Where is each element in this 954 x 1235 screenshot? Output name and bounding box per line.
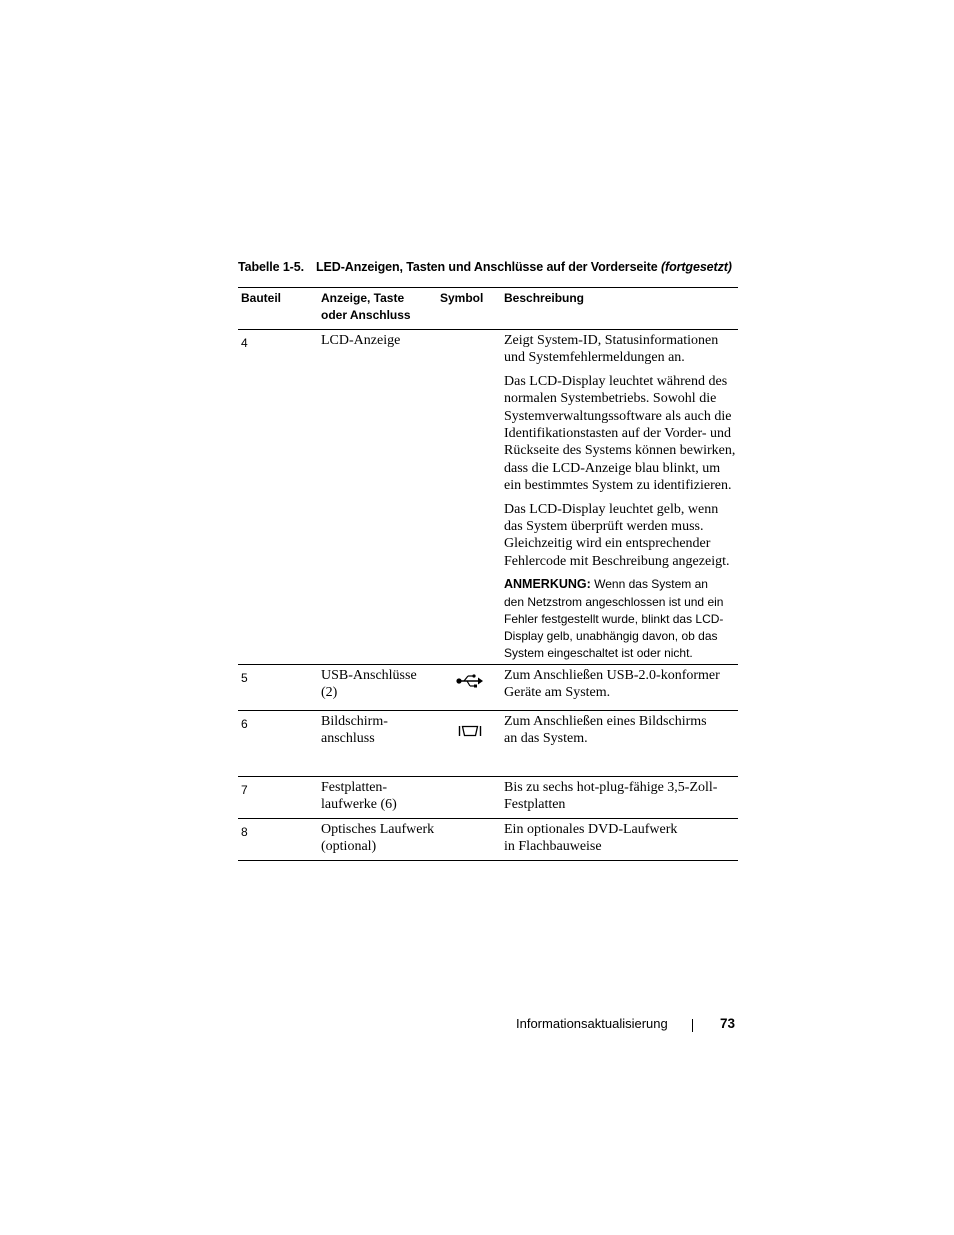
note-paragraph: ANMERKUNG: Wenn das System an den Netzstrom angeschlossen ist und ein Fehler festgestellt wurde, blinkt das LCD- Display gelb, unabhängig davon, ob das System eingeschaltet ist oder nicht. [504,577,724,661]
table-title: LED-Anzeigen, Tasten und Anschlüsse auf der Vorderseite [316,260,658,274]
row-component: LCD-Anzeige [321,333,401,348]
row-description [504,332,738,669]
row-number: 5 [241,671,248,685]
row-component: Optisches Laufwerk (optional) [321,822,435,855]
row-description: Zum Anschließen USB-2.0-konformer Geräte am System. [504,668,720,701]
row-number: 6 [241,717,248,731]
row-description: Bis zu sechs hot-plug-fähige 3,5-Zoll- Festplatten [504,780,718,813]
row-number: 7 [241,783,248,797]
table-row [238,710,738,776]
video-connector-icon [458,724,482,738]
table-row [238,776,738,818]
row-component: USB-Anschlüsse (2) [321,668,417,701]
row-description: Zum Anschließen eines Bildschirms an das System. [504,714,707,747]
row-component: Festplatten- laufwerke (6) [321,780,397,813]
header-description: Beschreibung [504,291,585,305]
header-indicator: Anzeige, Taste oder Anschluss [321,291,411,322]
table-row [238,818,738,860]
note-label: ANMERKUNG: [504,577,591,592]
usb-icon [456,673,484,689]
desc-paragraph: Das LCD-Display leuchtet gelb, wenn das System überprüft werden muss. Gleichzeitig wird ein entsprechender Fehlercode mit Beschreibung angezeigt. [504,501,730,569]
footer-section-title: Informationsaktualisierung [516,1016,668,1031]
desc-paragraph: Zeigt System-ID, Statusinformationen und Systemfehlermeldungen an. [504,333,719,366]
table-row [238,664,738,710]
row-component: Bildschirm- anschluss [321,714,388,747]
table-row [238,329,738,664]
footer-divider [692,1019,693,1032]
header-symbol: Symbol [440,291,484,305]
row-number: 4 [241,336,248,350]
table-header-row [238,288,738,329]
row-number: 8 [241,825,248,839]
table-caption [238,260,758,274]
component-table [238,287,738,861]
table-number: Tabelle 1-5. [238,260,304,274]
desc-paragraph: Das LCD-Display leuchtet während des normalen Systembetriebs. Sowohl die Systemverwaltungssoftware als auch die Identifikationstasten auf der Vorder- und Rückseite des Systems können bewirken, dass die LCD-Anzeige blau blinkt, um ein bestimmtes System zu identifizieren. [504,374,736,493]
page-number: 73 [720,1016,736,1031]
table-continued: (fortgesetzt) [660,260,732,274]
row-description: Ein optionales DVD-Laufwerk in Flachbauweise [504,822,678,855]
header-component: Bauteil [241,291,282,305]
